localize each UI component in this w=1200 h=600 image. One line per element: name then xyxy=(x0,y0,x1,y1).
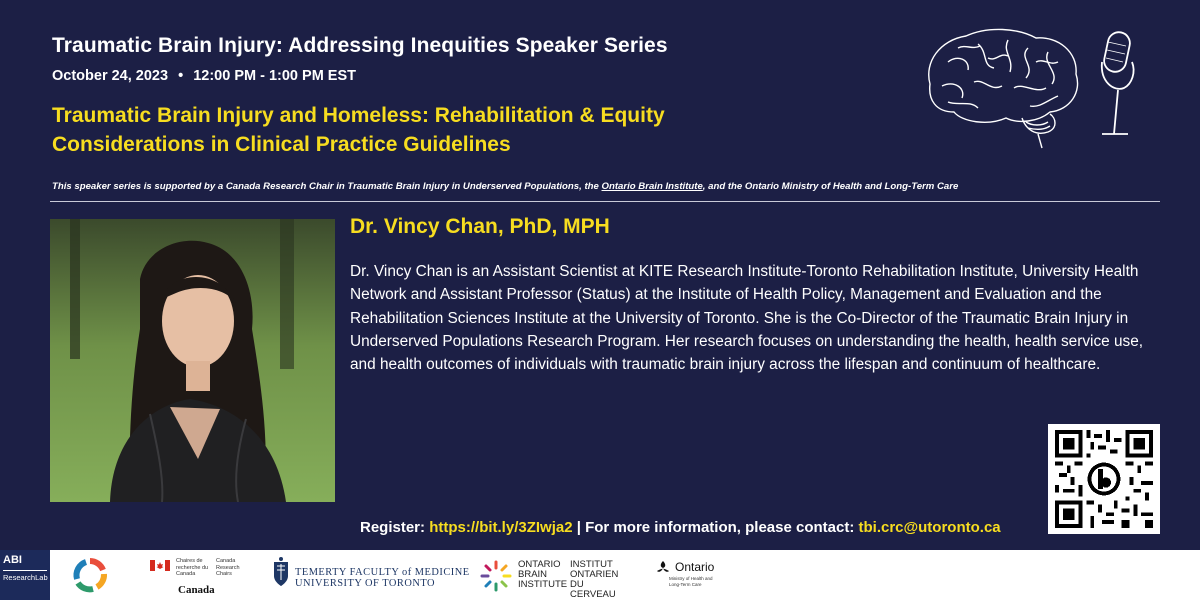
contact-label: For more information, please contact: xyxy=(585,519,855,536)
support-acknowledgement xyxy=(52,181,1162,192)
event-datetime xyxy=(52,68,356,84)
obi-english-label: ONTARIO BRAIN INSTITUTE xyxy=(518,559,568,590)
registration-line xyxy=(360,519,1001,536)
header-divider xyxy=(50,201,1160,202)
register-divider: | xyxy=(576,519,581,536)
university-crest-icon xyxy=(272,556,290,590)
ontario-brain-institute-link[interactable]: Ontario Brain Institute xyxy=(601,181,703,192)
event-date: October 24, 2023 xyxy=(52,68,169,84)
speaker-photo xyxy=(50,219,335,502)
obi-sunburst-icon xyxy=(478,558,514,594)
speaker-name: Dr. Vincy Chan, PhD, MPH xyxy=(350,215,610,238)
series-title: Traumatic Brain Injury: Addressing Inequities Speaker Series xyxy=(52,34,668,57)
support-suffix: , and the Ontario Ministry of Health and Long-Term Care xyxy=(702,181,959,192)
canada-research-chairs-logo xyxy=(150,558,250,596)
segmented-ring-logo xyxy=(72,557,108,593)
university-of-toronto-label: UNIVERSITY OF TORONTO xyxy=(295,578,436,589)
registration-qr-code[interactable] xyxy=(1048,424,1160,534)
abi-logo-title: ABI xyxy=(3,554,22,566)
obi-french-label: INSTITUT ONTARIEN DU CERVEAU xyxy=(570,559,619,600)
sponsor-logo-bar xyxy=(0,550,1200,600)
abi-logo-subtitle: ResearchLab xyxy=(3,570,47,582)
register-link[interactable]: https://bit.ly/3ZIwja2 xyxy=(429,519,573,536)
speaker-bio: Dr. Vincy Chan is an Assistant Scientist at KITE Research Institute-Toronto Rehabilitation Institute, University Health Network and Assistant Professor (Status) at the Institute of Health Policy, Management and Evaluation and the Rehabilitation Sciences Institute at the University of Toronto. She is the Co-Director of the Traumatic Brain Injury in Underserved Populations Research Program. Her research focuses on understanding the health, health service use, and health outcomes of individuals with traumatic brain injury across the lifespan and continuum of healthcare. xyxy=(350,263,1144,374)
canada-wordmark: Canada xyxy=(178,584,215,596)
ontario-trillium-icon xyxy=(655,560,671,576)
crc-english-label: Canada Research Chairs xyxy=(216,558,240,577)
support-prefix: This speaker series is supported by a Canada Research Chair in Traumatic Brain Injury in Underserved Populations, the xyxy=(52,181,602,192)
register-label: Register: xyxy=(360,519,426,536)
contact-email-link[interactable]: tbi.crc@utoronto.ca xyxy=(858,519,1001,536)
ontario-wordmark: Ontario xyxy=(675,560,715,574)
canada-flag-icon xyxy=(150,560,170,571)
bullet-separator: • xyxy=(178,68,184,84)
brain-microphone-illustration xyxy=(918,22,1158,152)
event-time: 12:00 PM - 1:00 PM EST xyxy=(193,68,356,84)
crc-french-label: Chaires de recherche du Canada xyxy=(176,558,209,577)
ontario-ministry-label: Ministry of Health and Long-Term Care xyxy=(669,576,713,587)
abi-research-lab-logo xyxy=(0,550,50,600)
temerty-faculty-label: TEMERTY FACULTY of MEDICINE xyxy=(295,567,470,578)
talk-title: Traumatic Brain Injury and Homeless: Rehabilitation & Equity Considerations in Clinical Practice Guidelines xyxy=(52,104,665,156)
